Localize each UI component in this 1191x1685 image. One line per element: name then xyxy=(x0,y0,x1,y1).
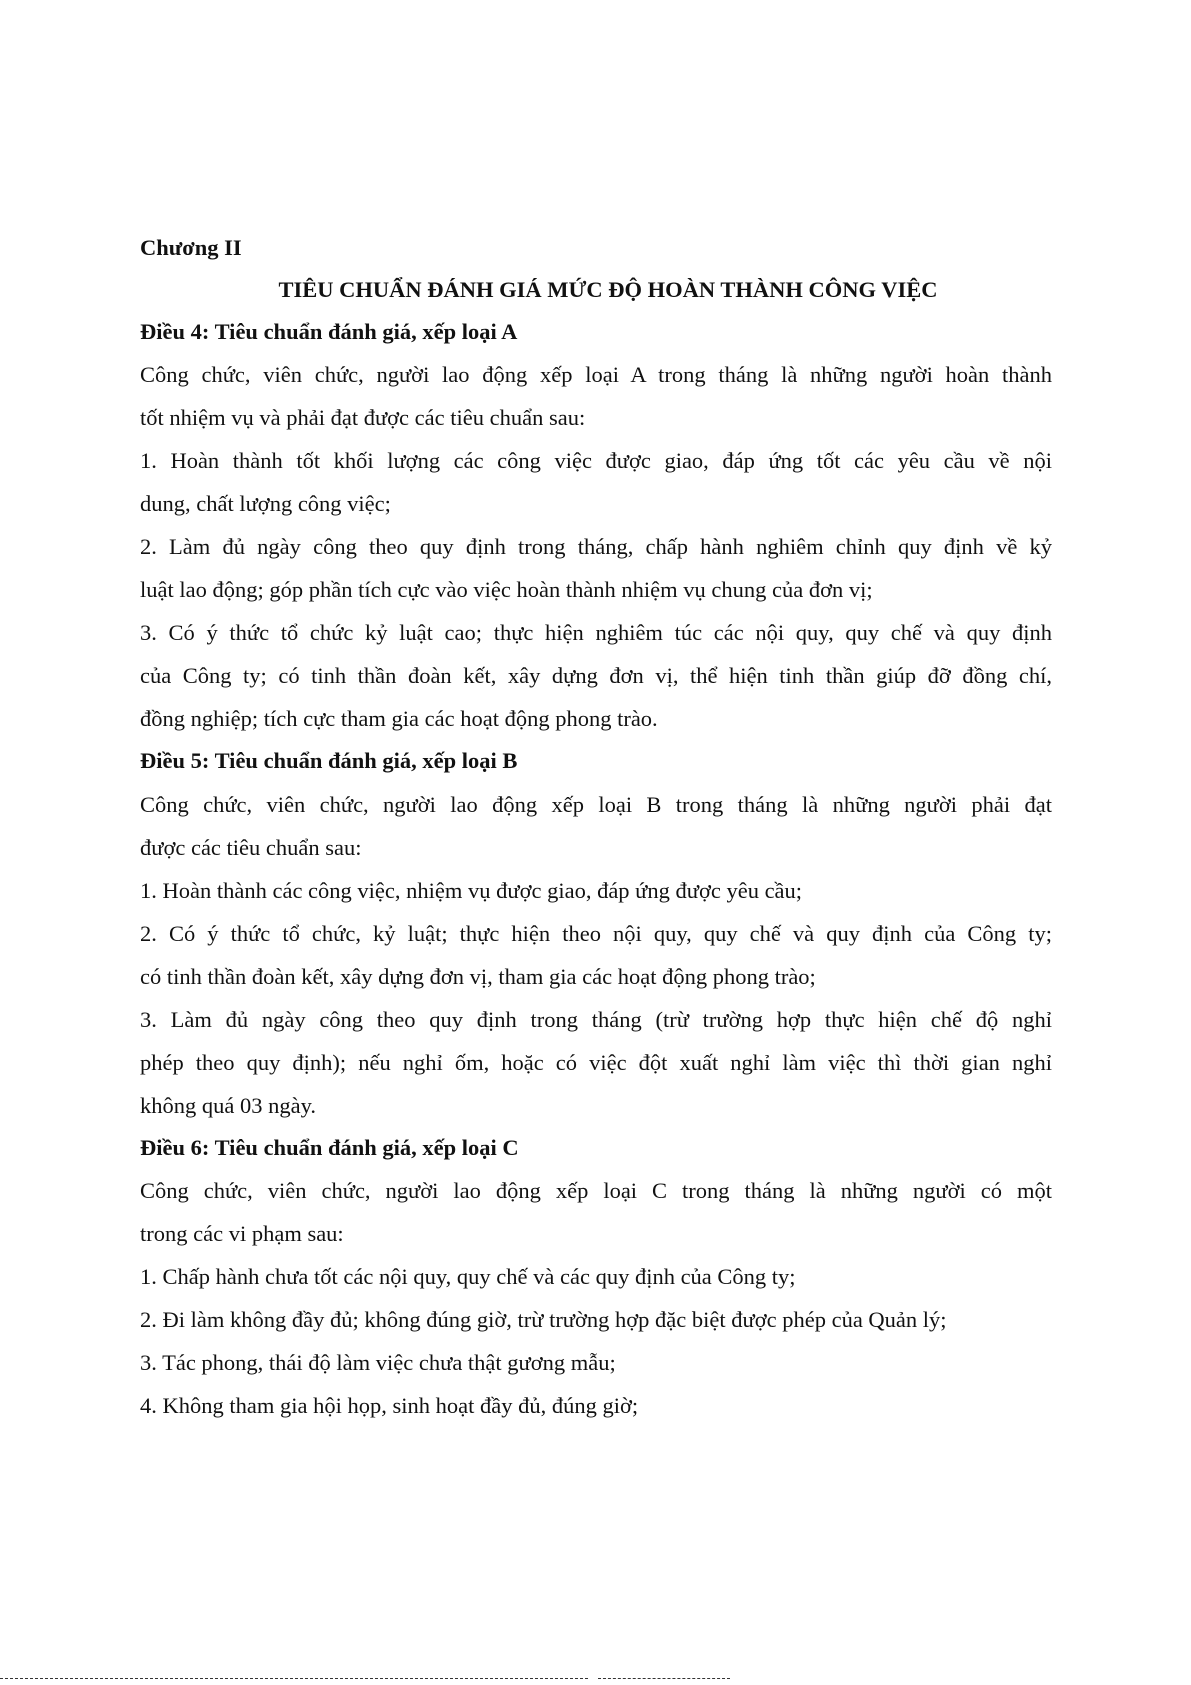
article-4-item-2-line-1: 2. Làm đủ ngày công theo quy định trong tháng, chấp hành nghiêm chỉnh quy định về kỷ xyxy=(140,534,1052,559)
article-4-item-3-line-2: của Công ty; có tinh thần đoàn kết, xây dựng đơn vị, thể hiện tinh thần giúp đỡ đồng chí, xyxy=(140,663,1052,688)
article-4-item-3-line-1: 3. Có ý thức tổ chức kỷ luật cao; thực hiện nghiêm túc các nội quy, quy chế và quy định xyxy=(140,620,1052,645)
article-6-intro-line-1: Công chức, viên chức, người lao động xếp loại C trong tháng là những người có một xyxy=(140,1178,1052,1203)
article-5-intro-line-1: Công chức, viên chức, người lao động xếp loại B trong tháng là những người phải đạt xyxy=(140,792,1052,817)
article-5-intro-line-2: được các tiêu chuẩn sau: xyxy=(140,835,362,860)
article-4-item-3-line-3: đồng nghiệp; tích cực tham gia các hoạt động phong trào. xyxy=(140,706,658,731)
article-4-item-1-line-2: dung, chất lượng công việc; xyxy=(140,491,391,516)
article-6-intro-line-2: trong các vi phạm sau: xyxy=(140,1221,344,1246)
footer-divider-left xyxy=(0,1678,588,1679)
article-5-item-3-line-3: không quá 03 ngày. xyxy=(140,1093,317,1118)
article-5-item-1: 1. Hoàn thành các công việc, nhiệm vụ được giao, đáp ứng được yêu cầu; xyxy=(140,878,803,903)
article-6-item-1: 1. Chấp hành chưa tốt các nội quy, quy chế và các quy định của Công ty; xyxy=(140,1264,796,1289)
chapter-label: Chương II xyxy=(140,235,242,260)
article-5-item-2-line-1: 2. Có ý thức tổ chức, kỷ luật; thực hiện theo nội quy, quy chế và quy định của Công ty; xyxy=(140,921,1052,946)
chapter-title: TIÊU CHUẨN ĐÁNH GIÁ MỨC ĐỘ HOÀN THÀNH CÔNG VIỆC xyxy=(278,277,938,302)
article-5-item-3-line-1: 3. Làm đủ ngày công theo quy định trong tháng (trừ trường hợp thực hiện chế độ nghỉ xyxy=(140,1007,1052,1032)
article-4-intro-line-2: tốt nhiệm vụ và phải đạt được các tiêu chuẩn sau: xyxy=(140,405,586,430)
article-4-item-1-line-1: 1. Hoàn thành tốt khối lượng các công việc được giao, đáp ứng tốt các yêu cầu về nội xyxy=(140,448,1052,473)
article-5-heading: Điều 5: Tiêu chuẩn đánh giá, xếp loại B xyxy=(140,748,518,773)
article-6-item-4: 4. Không tham gia hội họp, sinh hoạt đầy đủ, đúng giờ; xyxy=(140,1393,639,1418)
article-6-item-3: 3. Tác phong, thái độ làm việc chưa thật gương mẫu; xyxy=(140,1350,616,1375)
article-4-heading: Điều 4: Tiêu chuẩn đánh giá, xếp loại A xyxy=(140,319,518,344)
article-5-item-2-line-2: có tinh thần đoàn kết, xây dựng đơn vị, tham gia các hoạt động phong trào; xyxy=(140,964,816,989)
article-6-heading: Điều 6: Tiêu chuẩn đánh giá, xếp loại C xyxy=(140,1135,519,1160)
article-4-item-2-line-2: luật lao động; góp phần tích cực vào việc hoàn thành nhiệm vụ chung của đơn vị; xyxy=(140,577,873,602)
article-6-item-2: 2. Đi làm không đầy đủ; không đúng giờ, trừ trường hợp đặc biệt được phép của Quản lý; xyxy=(140,1307,947,1332)
article-5-item-3-line-2: phép theo quy định); nếu nghỉ ốm, hoặc có việc đột xuất nghỉ làm việc thì thời gian nghỉ xyxy=(140,1050,1052,1075)
footer-divider-right xyxy=(598,1678,730,1679)
article-4-intro-line-1: Công chức, viên chức, người lao động xếp loại A trong tháng là những người hoàn thành xyxy=(140,362,1052,387)
